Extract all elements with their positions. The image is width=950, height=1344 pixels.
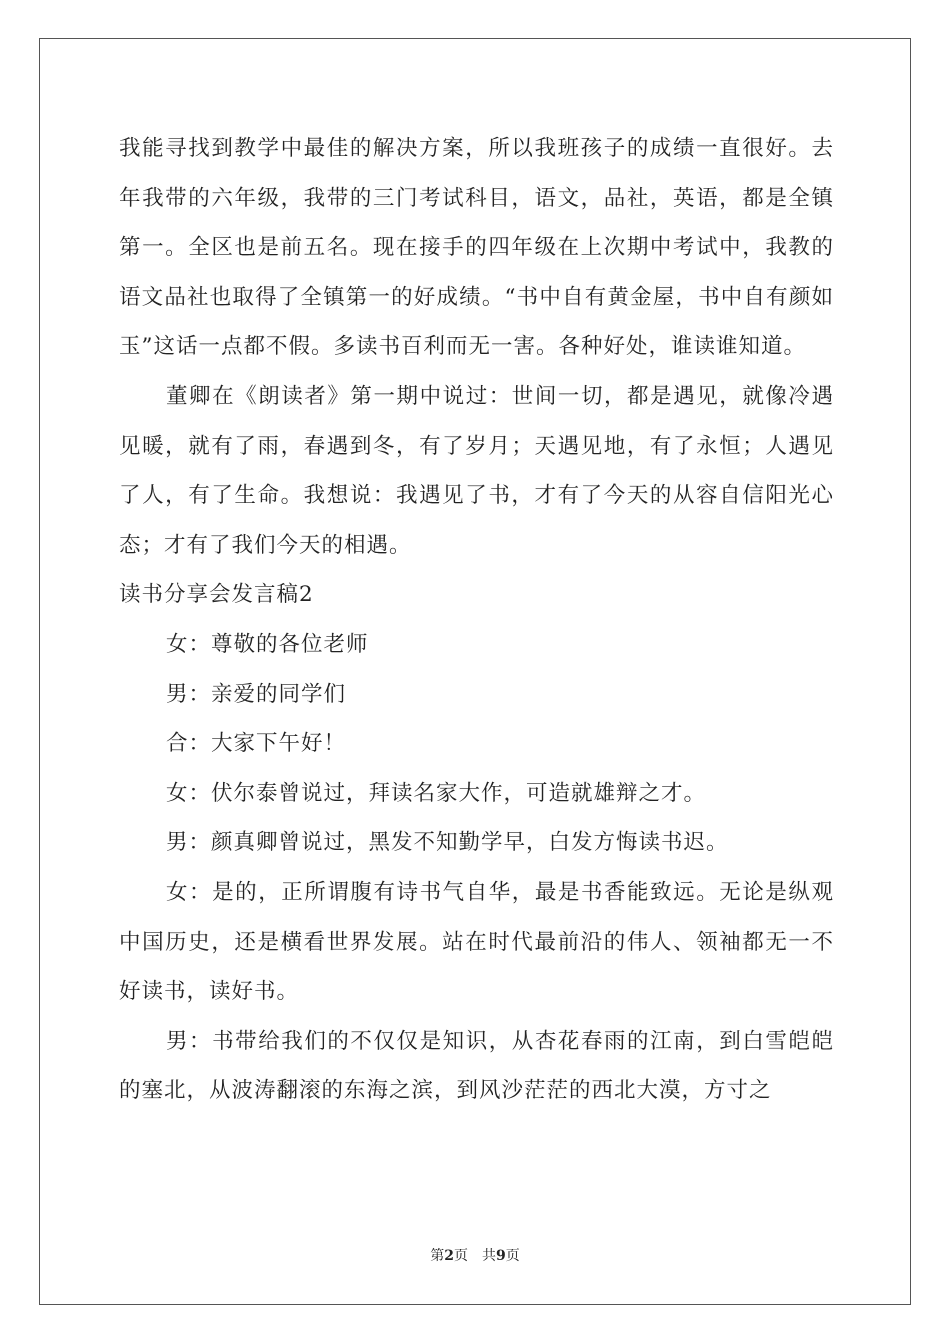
paragraph: 女：是的，正所谓腹有诗书气自华，最是书香能致远。无论是纵观中国历史，还是横看世界发展。站在时代最前沿的伟人、领袖都无一不好读书，读好书。: [119, 879, 834, 1005]
page-prefix: 第: [430, 1248, 445, 1264]
current-page-number: 2: [444, 1248, 454, 1264]
paragraph: 董卿在《朗读者》第一期中说过：世间一切，都是遇见，就像冷遇见暖，就有了雨，春遇到冬，有了岁月；天遇见地，有了永恒；人遇见了人，有了生命。我想说：我遇见了书，才有了今天的从容自信阳光心态；才有了我们今天的相遇。: [119, 383, 834, 558]
document-body: [119, 124, 834, 1116]
section-heading: 读书分享会发言稿2: [119, 582, 314, 608]
total-prefix: 共: [482, 1248, 496, 1264]
paragraph: 男：颜真卿曾说过，黑发不知勤学早，白发方悔读书迟。: [166, 830, 729, 856]
page-footer: [0, 1245, 950, 1265]
paragraph: 女：尊敬的各位老师: [166, 631, 369, 657]
paragraph: 我能寻找到教学中最佳的解决方案，所以我班孩子的成绩一直很好。去年我带的六年级，我带的三门考试科目，语文，品社，英语，都是全镇第一。全区也是前五名。现在接手的四年级在上次期中考试中，我教的语文品社也取得了全镇第一的好成绩。“书中自有黄金屋，书中自有颜如玉”这话一点都不假。多读书百利而无一害。各种好处，谁读谁知道。: [119, 136, 834, 360]
paragraph: 女：伏尔泰曾说过，拜读名家大作，可造就雄辩之才。: [166, 780, 707, 806]
paragraph: 男：书带给我们的不仅仅是知识，从杏花春雨的江南，到白雪皑皑的塞北，从波涛翻滚的东海之滨，到风沙茫茫的西北大漠，方寸之: [119, 1028, 834, 1104]
paragraph: 合：大家下午好！: [166, 731, 347, 757]
paragraph: 男：亲爱的同学们: [166, 681, 347, 707]
total-page-number: 9: [496, 1248, 506, 1264]
total-unit: 页: [505, 1248, 520, 1264]
page-unit: 页: [454, 1248, 468, 1264]
